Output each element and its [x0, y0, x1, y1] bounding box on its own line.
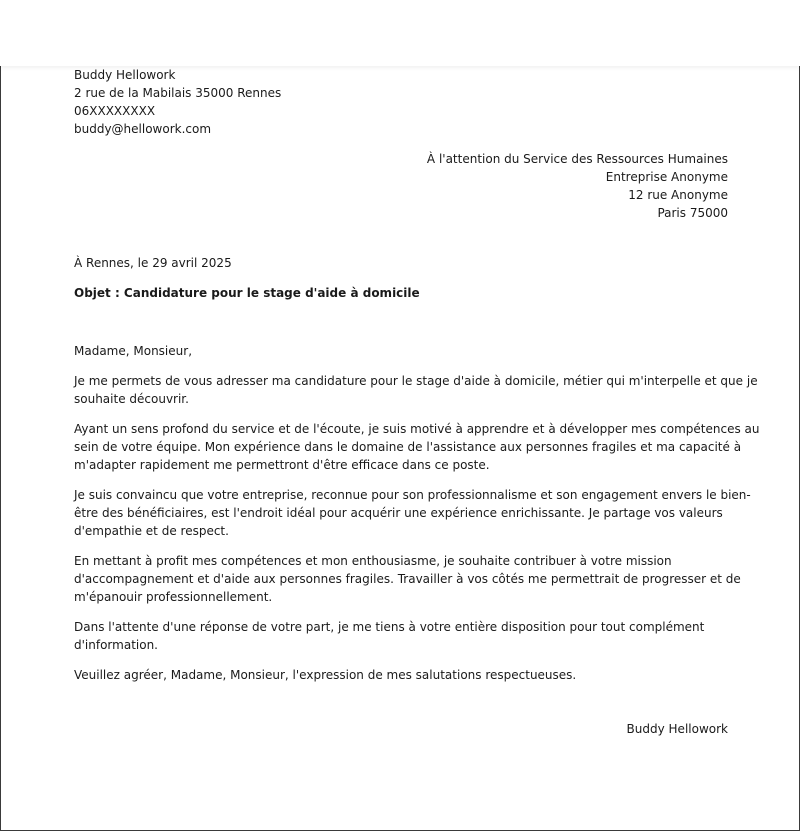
- sender-email: buddy@hellowork.com: [74, 122, 212, 136]
- letter-subject: Objet : Candidature pour le stage d'aide à domicile: [74, 286, 420, 300]
- recipient-city: Paris 75000: [657, 206, 728, 220]
- paragraph-line: Je me permets de vous adresser ma candidature pour le stage d'aide à domicile, métier qui m'interpelle et que je: [74, 374, 758, 388]
- letter-signature: Buddy Hellowork: [626, 722, 728, 736]
- paragraph-1: [74, 372, 758, 408]
- letter-page: [0, 66, 800, 831]
- paragraph-line: être des bénéficiaires, est l'endroit idéal pour acquérir une expérience enrichissante. Je partage vos valeurs: [74, 506, 723, 520]
- paragraph-4: [74, 552, 741, 606]
- paragraph-line: Dans l'attente d'une réponse de votre part, je me tiens à votre entière disposition pour tout complément: [74, 620, 705, 634]
- paragraph-3: [74, 486, 751, 540]
- letter-greeting: Madame, Monsieur,: [74, 344, 193, 358]
- recipient-street: 12 rue Anonyme: [628, 188, 728, 202]
- top-toolbar-area: [0, 0, 800, 66]
- paragraph-6: [74, 666, 728, 684]
- paragraph-line: souhaite découvrir.: [74, 392, 189, 406]
- paragraph-line: En mettant à profit mes compétences et mon enthousiasme, je souhaite contribuer à votre mission: [74, 554, 672, 568]
- paragraph-line: sein de votre équipe. Mon expérience dans le domaine de l'assistance aux personnes fragiles et ma capacité à: [74, 440, 742, 454]
- paragraph-5: [74, 618, 728, 654]
- recipient-attention: À l'attention du Service des Ressources Humaines: [426, 152, 728, 166]
- paragraph-line: m'épanouir professionnellement.: [74, 590, 273, 604]
- sender-block: [74, 66, 728, 138]
- paragraph-line: d'empathie et de respect.: [74, 524, 229, 538]
- sender-name: Buddy Hellowork: [74, 68, 176, 82]
- letter-date: À Rennes, le 29 avril 2025: [74, 256, 232, 270]
- letter-content: [74, 66, 760, 738]
- recipient-company: Entreprise Anonyme: [605, 170, 728, 184]
- paragraph-line: Veuillez agréer, Madame, Monsieur, l'expression de mes salutations respectueuses.: [74, 668, 577, 682]
- sender-address: 2 rue de la Mabilais 35000 Rennes: [74, 86, 282, 100]
- paragraph-line: d'accompagnement et d'aide aux personnes fragiles. Travailler à vos côtés me permettrait de progresser et de: [74, 572, 741, 586]
- paragraph-line: Ayant un sens profond du service et de l'écoute, je suis motivé à apprendre et à développer mes compétences au: [74, 422, 760, 436]
- recipient-block: [74, 150, 728, 222]
- paragraph-2: [74, 420, 760, 474]
- sender-phone: 06XXXXXXXX: [74, 104, 156, 118]
- paragraph-line: Je suis convaincu que votre entreprise, reconnue pour son professionnalisme et son engagement envers le bien-: [74, 488, 751, 502]
- paragraph-line: d'information.: [74, 638, 158, 652]
- paragraph-line: m'adapter rapidement me permettront d'être efficace dans ce poste.: [74, 458, 490, 472]
